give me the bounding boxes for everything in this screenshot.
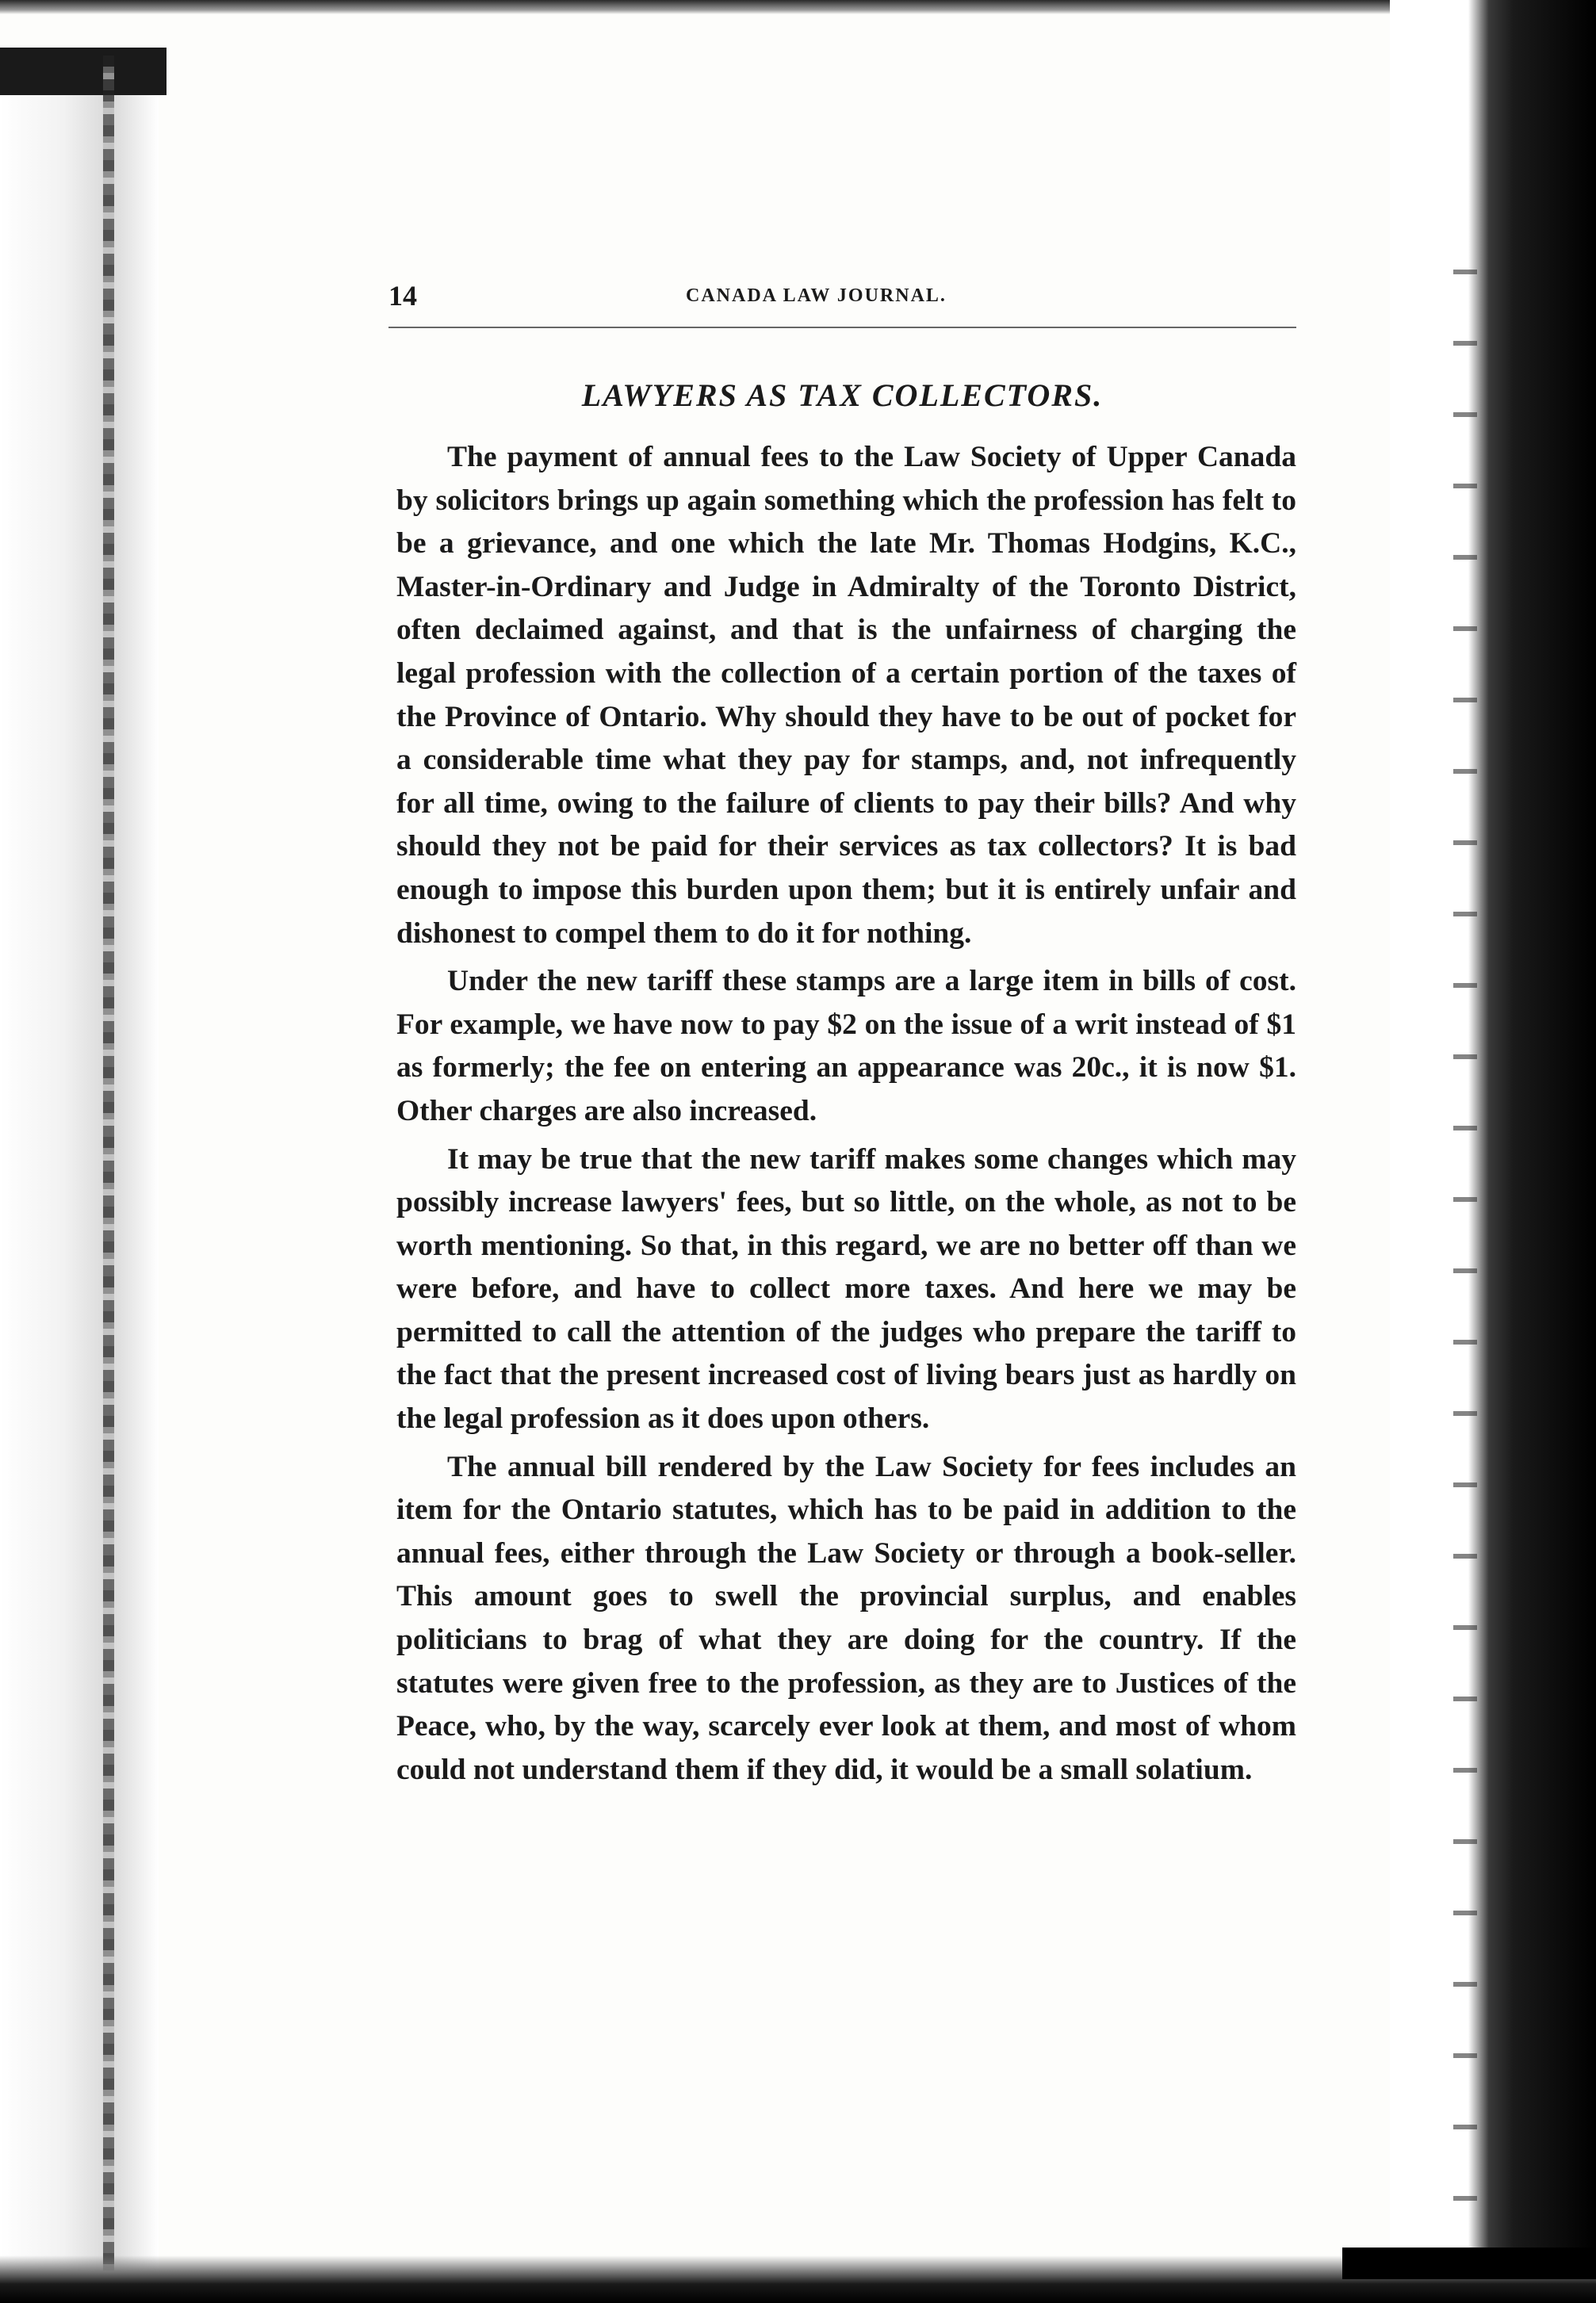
- page-number: 14: [388, 280, 417, 312]
- scan-border-right: [1390, 0, 1596, 2303]
- running-head: [388, 279, 1300, 316]
- scan-border-left-bar: [0, 48, 166, 95]
- scan-border-top: [0, 0, 1596, 14]
- scan-border-left: [0, 48, 159, 2303]
- journal-name: CANADA LAW JOURNAL.: [686, 285, 947, 306]
- paragraph-4: The annual bill rendered by the Law Society for fees includes an item for the Ontario statutes, which has to be paid in addition to the annual fees, either through the Law Society or through a book-seller. This amount goes to swell the provincial surplus, and enables politicians to brag of what they are doing for the country. If the statutes were given free to the profession, as they are to Justices of the Peace, who, by the way, scarcely ever look at them, and most of whom could not understand them if they did, it would be a small solatium.: [396, 1450, 1296, 1786]
- paragraph-2: Under the new tariff these stamps are a large item in bills of cost. For example, we have now to pay $2 on the issue of a writ instead of $1 as formerly; the fee on entering an appearance was 20c., it is now $1. Other charges are also increased.: [396, 965, 1296, 1127]
- scan-binding-strip: [103, 55, 114, 2291]
- article-body: [396, 436, 1296, 1796]
- paragraph-1: The payment of annual fees to the Law Society of Upper Canada by solicitors brings up again something which the profession has felt to be a grievance, and one which the late Mr. Thomas Hodgins, K.C., Master-in-Ordinary and Judge in Admiralty of the Toronto District, often declaimed against, and that is the unfairness of charging the legal profession with the collection of a certain portion of the taxes of the Province of Ontario. Why should they have to be out of pocket for a considerable time what they pay for stamps, and, not infrequently for all time, owing to the failure of clients to pay their bills? And why should they not be paid for their services as tax collectors? It is bad enough to impose this burden upon them; but it is entirely unfair and dishonest to compel them to do it for nothing.: [396, 441, 1296, 950]
- header-rule: [388, 327, 1296, 328]
- scan-border-bottom-corner: [1342, 2248, 1596, 2279]
- scan-border-right-marks: [1453, 238, 1477, 2259]
- article-title: LAWYERS AS TAX COLLECTORS.: [581, 377, 1104, 413]
- paragraph-3: It may be true that the new tariff makes some changes which may possibly increase lawyers' fees, but so little, on the whole, as not to be worth mentioning. So that, in this regard, we are no better off than we were before, and have to collect more taxes. And here we may be permitted to call the attention of the judges who prepare the tariff to the fact that the present increased cost of living bears just as hardly on the legal profession as it does upon others.: [396, 1142, 1296, 1436]
